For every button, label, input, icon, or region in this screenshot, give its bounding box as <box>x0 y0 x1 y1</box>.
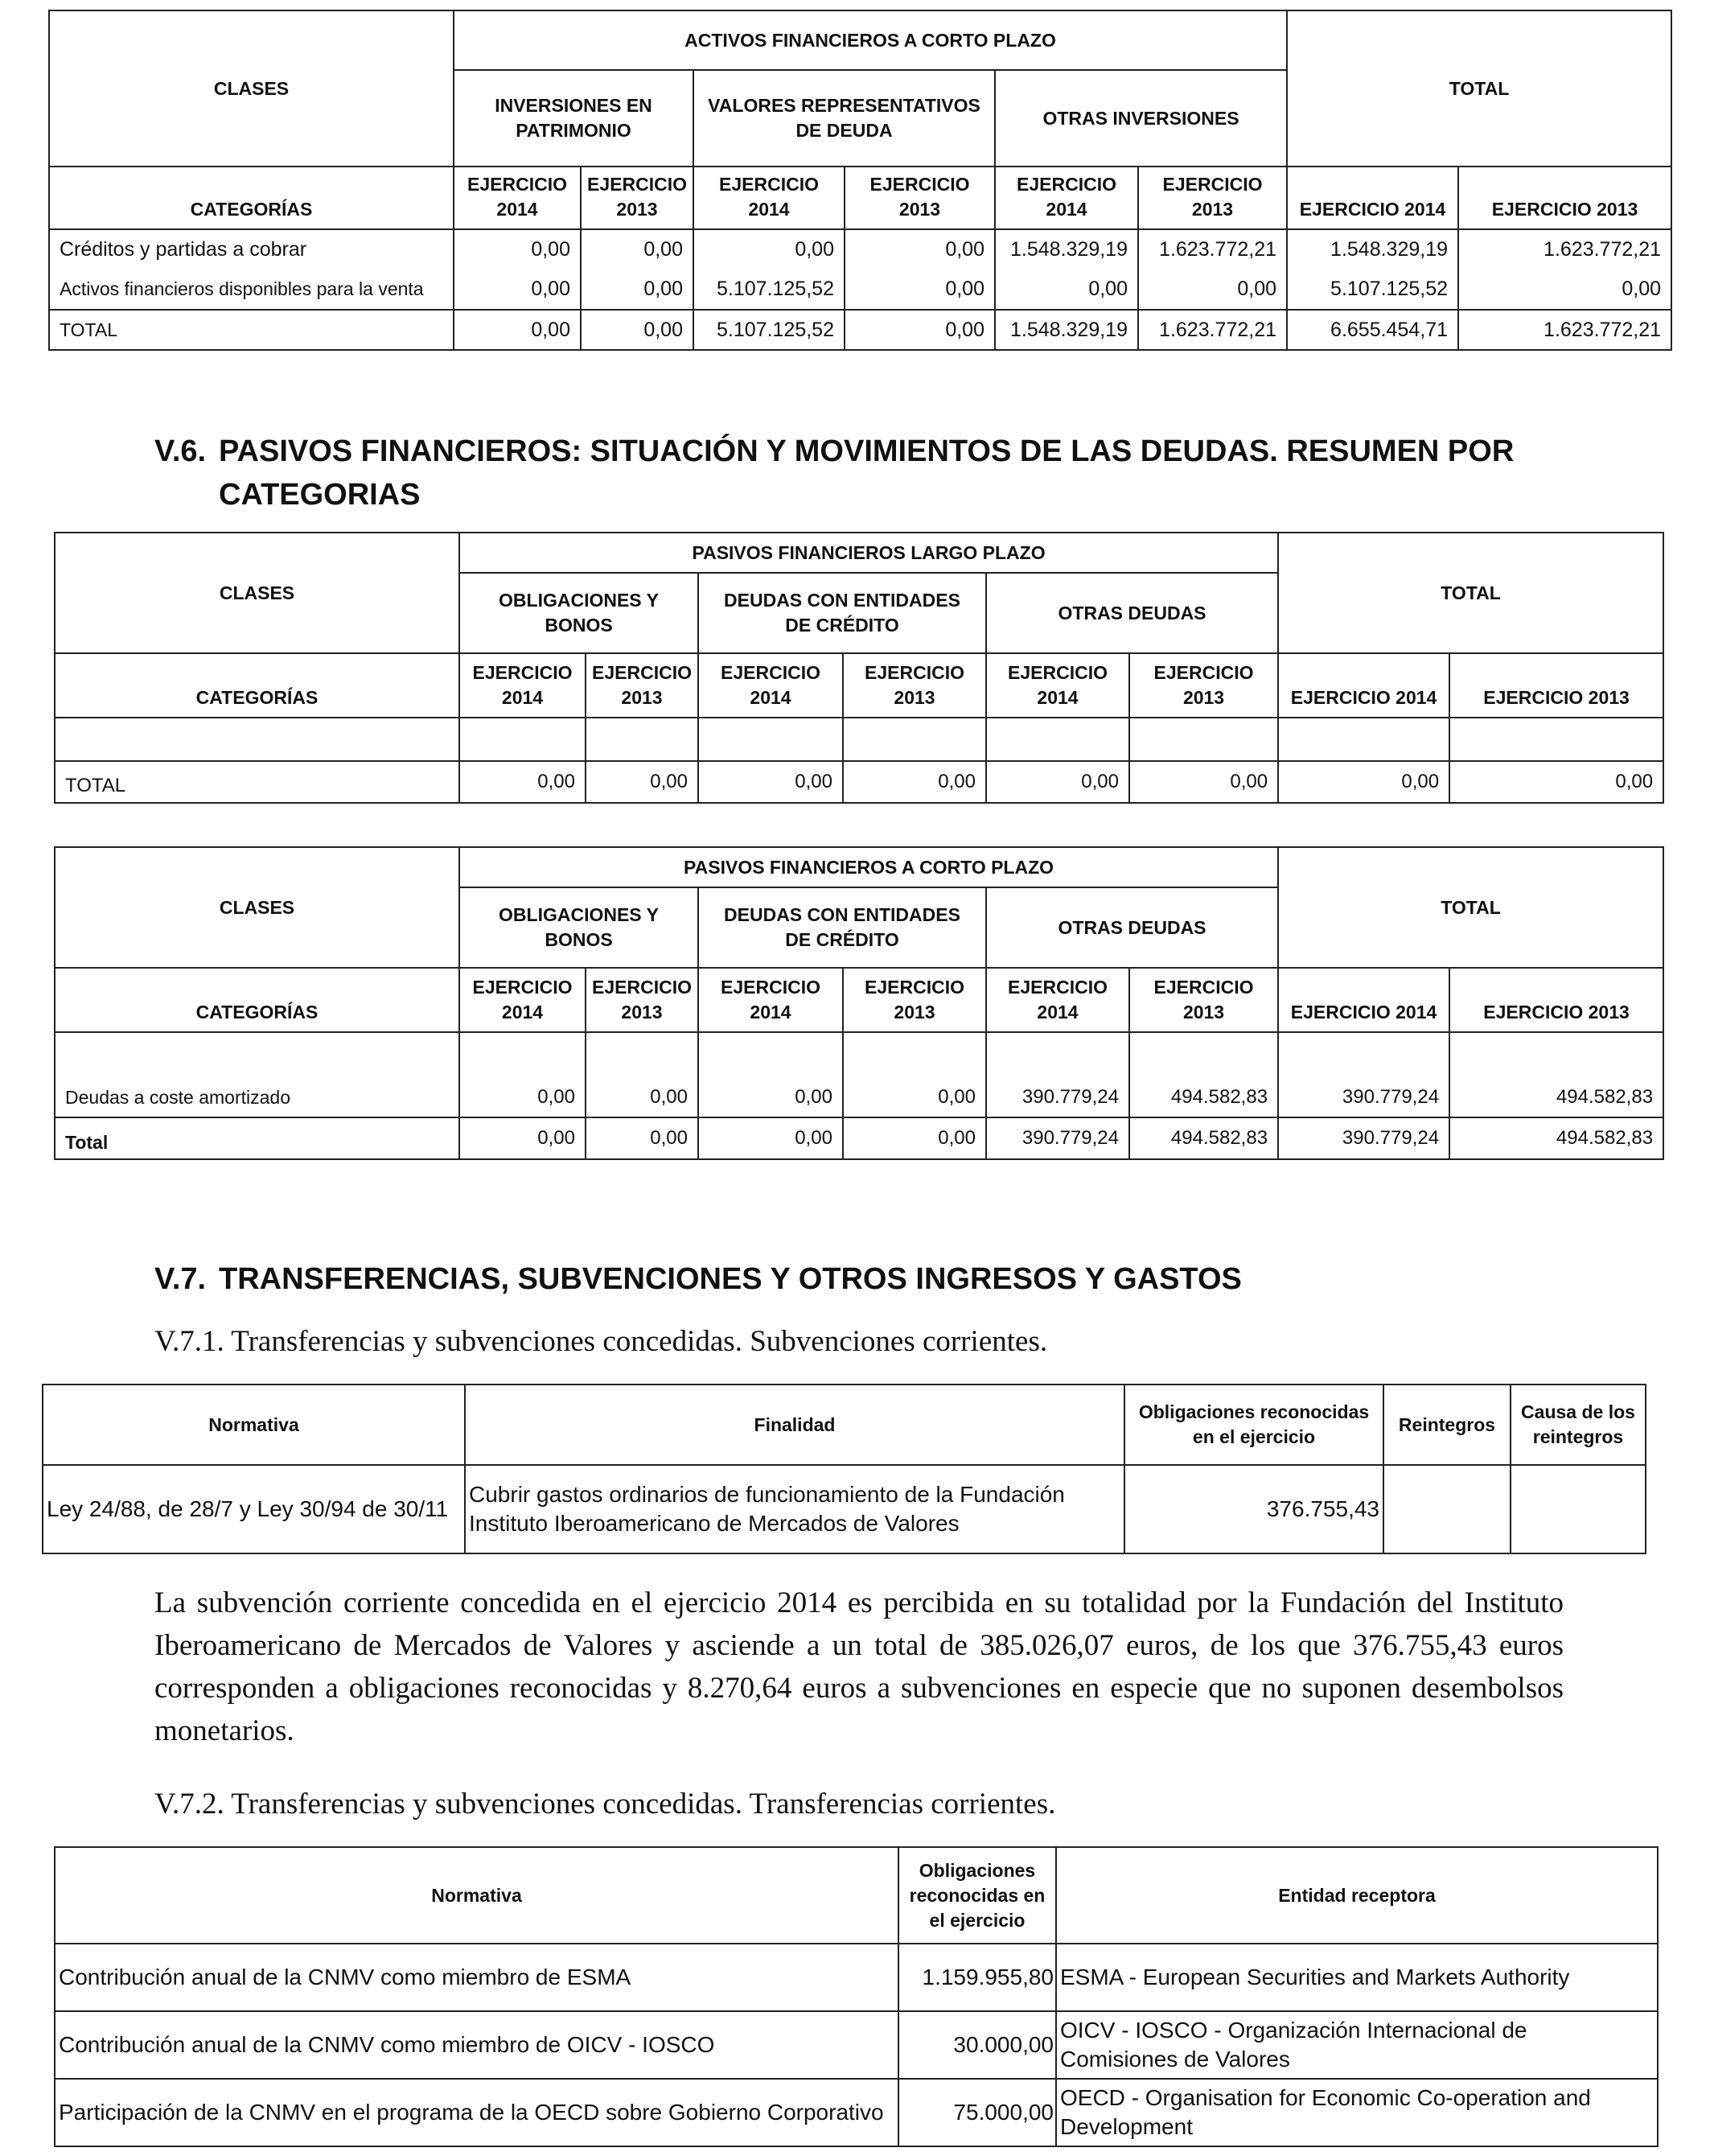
obligaciones-cell: 376.755,43 <box>1124 1465 1383 1553</box>
categorias-header: CATEGORÍAS <box>55 968 459 1032</box>
total-row <box>55 761 1663 803</box>
subheader: OBLIGACIONES Y BONOS <box>459 573 698 653</box>
cell: 0,00 <box>845 310 995 350</box>
normativa-cell: Contribución anual de la CNMV como miembro de ESMA <box>55 1944 898 2011</box>
subheader: INVERSIONES EN PATRIMONIO <box>454 70 693 167</box>
empty-row <box>55 718 1663 761</box>
table-row <box>49 270 1671 310</box>
subsection-heading-v72: V.7.2. Transferencias y subvenciones concedidas. Transferencias corrientes. <box>154 1788 1056 1821</box>
cell: 0,00 <box>843 761 986 803</box>
cell: 1.623.772,21 <box>1458 229 1671 270</box>
cell: 390.779,24 <box>986 1117 1129 1159</box>
cell: 5.107.125,52 <box>693 310 845 350</box>
subsection-heading-v71: V.7.1. Transferencias y subvenciones concedidas. Subvenciones corrientes. <box>154 1325 1048 1358</box>
year-header: EJERCICIO 2014 <box>1278 653 1449 718</box>
group-header: PASIVOS FINANCIEROS LARGO PLAZO <box>459 533 1278 573</box>
cell: 0,00 <box>459 761 586 803</box>
col-header: Obligaciones reconocidas en el ejercicio <box>1124 1385 1383 1465</box>
table-row <box>55 2011 1658 2079</box>
cell: 0,00 <box>843 1032 986 1117</box>
cell: 1.548.329,19 <box>995 310 1138 350</box>
cell: 0,00 <box>459 1117 586 1159</box>
year-header: EJERCICIO 2013 <box>1129 968 1278 1032</box>
cell: 0,00 <box>986 761 1129 803</box>
cell: 0,00 <box>586 761 698 803</box>
year-header: EJERCICIO 2013 <box>845 167 995 229</box>
section-heading-v6 <box>154 430 1602 518</box>
cell: 0,00 <box>1278 761 1449 803</box>
row-label: Créditos y partidas a cobrar <box>49 229 454 270</box>
row-label: Activos financieros disponibles para la venta <box>49 270 454 310</box>
year-header: EJERCICIO 2013 <box>1449 968 1663 1032</box>
paragraph: La subvención corriente concedida en el ejercicio 2014 es percibida en su totalidad por la Fundación del Instituto Iberoamericano de Mercados de Valores y asciende a un total de 385.026,07 euros, de los que 376.755,43 euros corresponden a obligaciones reconocidas y 8.270,64 euros a subvenciones en especie que no suponen desembolsos monetarios. <box>154 1586 1564 1747</box>
cell: 0,00 <box>454 310 581 350</box>
cell: 0,00 <box>698 1117 843 1159</box>
categorias-header: CATEGORÍAS <box>55 653 459 718</box>
cell: 0,00 <box>459 1032 586 1117</box>
clases-header: CLASES <box>49 10 454 167</box>
row-label: Total <box>55 1117 459 1159</box>
cell: 0,00 <box>1449 761 1663 803</box>
year-header: EJERCICIO 2014 <box>454 167 581 229</box>
subheader: OTRAS DEUDAS <box>986 887 1278 968</box>
cell: 390.779,24 <box>986 1032 1129 1117</box>
transferencias-table <box>54 1846 1659 2147</box>
year-header: EJERCICIO 2014 <box>986 968 1129 1032</box>
year-header: EJERCICIO 2013 <box>1458 167 1671 229</box>
section-heading-v7 <box>154 1257 1602 1302</box>
entidad-cell: ESMA - European Securities and Markets Authority <box>1056 1944 1658 2011</box>
year-header: EJERCICIO 2014 <box>698 968 843 1032</box>
col-header: Obligaciones reconocidas en el ejercicio <box>898 1847 1056 1944</box>
cell: 0,00 <box>843 1117 986 1159</box>
total-header: TOTAL <box>1287 10 1671 167</box>
col-header: Causa de los reintegros <box>1511 1385 1646 1465</box>
cell: 5.107.125,52 <box>693 270 845 310</box>
cell: 0,00 <box>454 270 581 310</box>
cell: 1.548.329,19 <box>995 229 1138 270</box>
entidad-cell: OECD - Organisation for Economic Co-operation and Development <box>1056 2079 1658 2146</box>
obligaciones-cell: 1.159.955,80 <box>898 1944 1056 2011</box>
table-row <box>43 1465 1646 1553</box>
cell: 0,00 <box>995 270 1138 310</box>
cell: 5.107.125,52 <box>1287 270 1458 310</box>
table-row <box>55 1032 1663 1117</box>
row-label: Deudas a coste amortizado <box>55 1032 459 1117</box>
cell: 0,00 <box>581 310 693 350</box>
pasivos-largo-plazo-table <box>54 532 1664 804</box>
cell: 0,00 <box>581 229 693 270</box>
subheader: OBLIGACIONES Y BONOS <box>459 887 698 968</box>
year-header: EJERCICIO 2014 <box>459 968 586 1032</box>
year-header: EJERCICIO 2013 <box>586 653 698 718</box>
cell: 0,00 <box>693 229 845 270</box>
cell: 0,00 <box>1129 761 1278 803</box>
group-header: PASIVOS FINANCIEROS A CORTO PLAZO <box>459 847 1278 887</box>
causa-cell <box>1511 1465 1646 1553</box>
cell: 1.623.772,21 <box>1138 229 1287 270</box>
table-row <box>55 2079 1658 2146</box>
table-row <box>55 1944 1658 2011</box>
subheader: OTRAS DEUDAS <box>986 573 1278 653</box>
cell: 0,00 <box>698 761 843 803</box>
year-header: EJERCICIO 2013 <box>581 167 693 229</box>
year-header: EJERCICIO 2014 <box>698 653 843 718</box>
cell: 1.623.772,21 <box>1138 310 1287 350</box>
group-header: ACTIVOS FINANCIEROS A CORTO PLAZO <box>454 10 1287 70</box>
cell: 0,00 <box>845 270 995 310</box>
year-header: EJERCICIO 2014 <box>1278 968 1449 1032</box>
year-header: EJERCICIO 2013 <box>1129 653 1278 718</box>
cell: 1.548.329,19 <box>1287 229 1458 270</box>
cell: 0,00 <box>845 229 995 270</box>
col-header: Entidad receptora <box>1056 1847 1658 1944</box>
total-row <box>49 310 1671 350</box>
cell: 0,00 <box>454 229 581 270</box>
normativa-cell: Contribución anual de la CNMV como miembro de OICV - IOSCO <box>55 2011 898 2079</box>
obligaciones-cell: 75.000,00 <box>898 2079 1056 2146</box>
cell: 494.582,83 <box>1449 1032 1663 1117</box>
subheader: OTRAS INVERSIONES <box>995 70 1287 167</box>
cell: 0,00 <box>581 270 693 310</box>
cell: 390.779,24 <box>1278 1117 1449 1159</box>
subvenciones-table <box>42 1384 1646 1554</box>
section-title: TRANSFERENCIAS, SUBVENCIONES Y OTROS INGRESOS Y GASTOS <box>219 1262 1242 1296</box>
activos-corto-plazo-table <box>48 10 1672 351</box>
cell: 1.623.772,21 <box>1458 310 1671 350</box>
cell: 494.582,83 <box>1129 1117 1278 1159</box>
year-header: EJERCICIO 2014 <box>1287 167 1458 229</box>
cell: 390.779,24 <box>1278 1032 1449 1117</box>
total-row <box>55 1117 1663 1159</box>
year-header: EJERCICIO 2014 <box>459 653 586 718</box>
categorias-header: CATEGORÍAS <box>49 167 454 229</box>
year-header: EJERCICIO 2013 <box>1449 653 1663 718</box>
section-title: PASIVOS FINANCIEROS: SITUACIÓN Y MOVIMIENTOS DE LAS DEUDAS. RESUMEN POR CATEGORIAS <box>219 434 1515 512</box>
cell: 0,00 <box>698 1032 843 1117</box>
obligaciones-cell: 30.000,00 <box>898 2011 1056 2079</box>
col-header: Reintegros <box>1383 1385 1511 1465</box>
year-header: EJERCICIO 2014 <box>995 167 1138 229</box>
cell: 0,00 <box>586 1117 698 1159</box>
subheader: VALORES REPRESENTATIVOS DE DEUDA <box>693 70 995 167</box>
clases-header: CLASES <box>55 533 459 653</box>
pasivos-corto-plazo-table <box>54 846 1664 1160</box>
total-header: TOTAL <box>1278 847 1663 968</box>
year-header: EJERCICIO 2014 <box>693 167 845 229</box>
clases-header: CLASES <box>55 847 459 968</box>
year-header: EJERCICIO 2013 <box>586 968 698 1032</box>
reintegros-cell <box>1383 1465 1511 1553</box>
row-label: TOTAL <box>49 310 454 350</box>
normativa-cell: Ley 24/88, de 28/7 y Ley 30/94 de 30/11 <box>43 1465 465 1553</box>
col-header: Finalidad <box>465 1385 1124 1465</box>
year-header: EJERCICIO 2013 <box>1138 167 1287 229</box>
entidad-cell: OICV - IOSCO - Organización Internacional de Comisiones de Valores <box>1056 2011 1658 2079</box>
cell: 494.582,83 <box>1449 1117 1663 1159</box>
subheader: DEUDAS CON ENTIDADES DE CRÉDITO <box>698 573 986 653</box>
year-header: EJERCICIO 2013 <box>843 653 986 718</box>
row-label: TOTAL <box>55 761 459 803</box>
subheader: DEUDAS CON ENTIDADES DE CRÉDITO <box>698 887 986 968</box>
section-number: V.6. <box>154 434 207 468</box>
cell: 6.655.454,71 <box>1287 310 1458 350</box>
cell: 0,00 <box>1458 270 1671 310</box>
col-header: Normativa <box>55 1847 898 1944</box>
finalidad-cell: Cubrir gastos ordinarios de funcionamiento de la Fundación Instituto Iberoamericano de Mercados de Valores <box>465 1465 1124 1553</box>
table-row <box>49 229 1671 270</box>
year-header: EJERCICIO 2014 <box>986 653 1129 718</box>
cell: 494.582,83 <box>1129 1032 1278 1117</box>
total-header: TOTAL <box>1278 533 1663 653</box>
col-header: Normativa <box>43 1385 465 1465</box>
year-header: EJERCICIO 2013 <box>843 968 986 1032</box>
section-number: V.7. <box>154 1262 207 1296</box>
cell: 0,00 <box>586 1032 698 1117</box>
cell: 0,00 <box>1138 270 1287 310</box>
normativa-cell: Participación de la CNMV en el programa de la OECD sobre Gobierno Corporativo <box>55 2079 898 2146</box>
